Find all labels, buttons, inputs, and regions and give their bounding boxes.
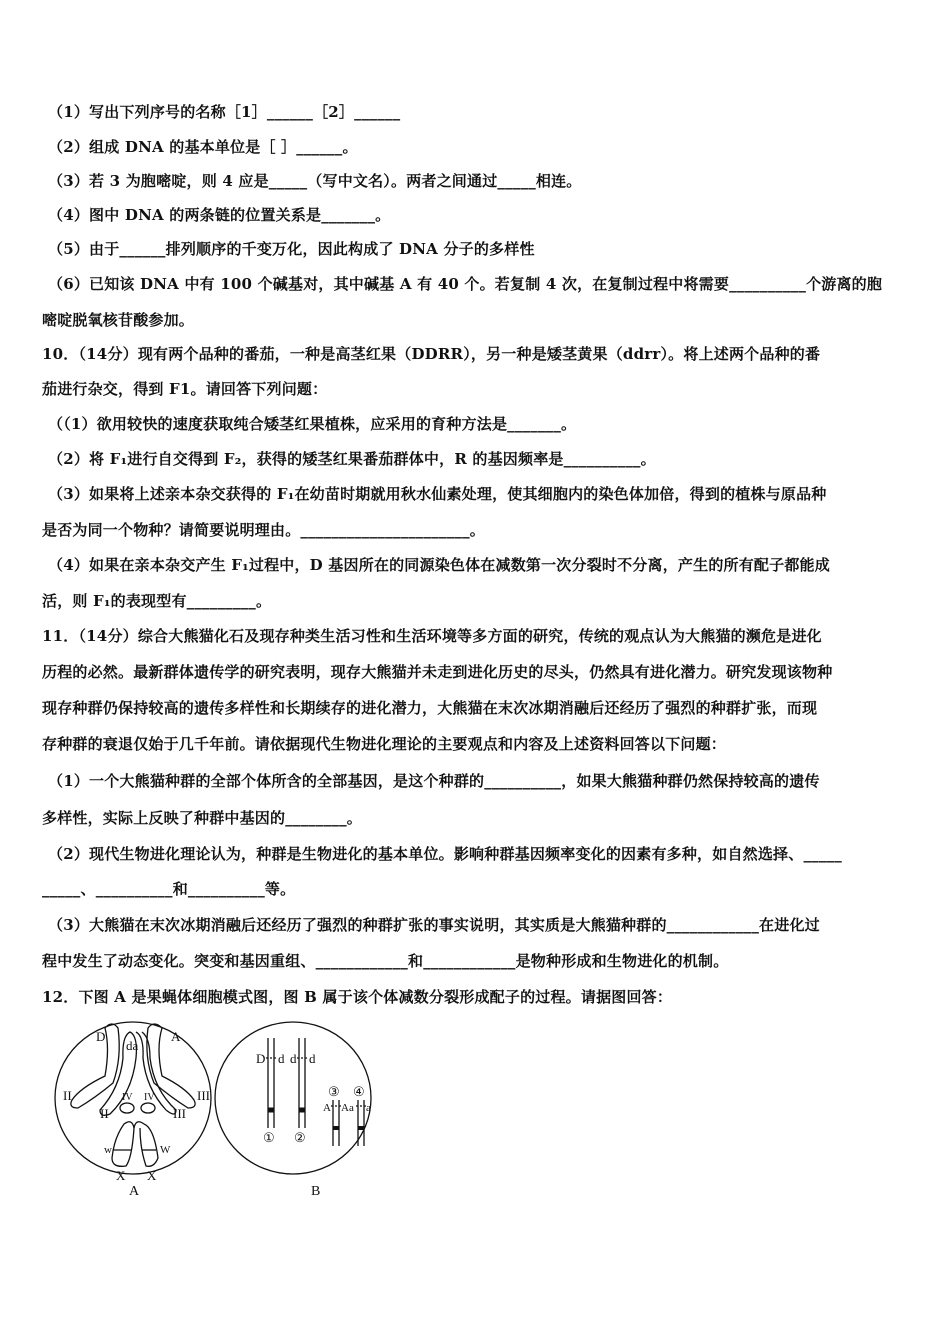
text-line: 多样性，实际上反映了种群中基因的________。 <box>42 809 363 827</box>
text-line: （3）如果将上述亲本杂交获得的 F₁在幼苗时期就用秋水仙素处理，使其细胞内的染色体加倍，得到的植株与原品种 <box>48 485 827 503</box>
text-line: 10．（14分）现有两个品种的番茄，一种是高茎红果（DDRR），另一种是矮茎黄果（ddrr）。将上述两个品种的番 <box>42 345 821 363</box>
label: d <box>278 1051 285 1066</box>
text-line: （1）一个大熊猫种群的全部个体所含的全部基因，是这个种群的__________，如果大熊猫种群仍然保持较高的遗传 <box>48 772 820 790</box>
text-line: 现存种群仍保持较高的遗传多样性和长期续存的进化潜力，大熊猫在末次冰期消融后还经历了强烈的种群扩张，而现 <box>42 699 818 717</box>
label: A <box>323 1102 331 1114</box>
label: Aa <box>341 1102 354 1114</box>
text-line: 活，则 F₁的表现型有_________。 <box>42 592 272 610</box>
figure-b-labels <box>256 1051 371 1198</box>
label: II <box>63 1088 72 1103</box>
label: ② <box>294 1130 306 1145</box>
text-line: （4）如果在亲本杂交产生 F₁过程中，D 基因所在的同源染色体在减数第一次分裂时不分离，产生的所有配子都能成 <box>48 556 830 574</box>
text-line: （2）现代生物进化理论认为，种群是生物进化的基本单位。影响种群基因频率变化的因素有多种，如自然选择、_____ <box>48 845 842 863</box>
label: X <box>147 1168 157 1183</box>
label: D <box>256 1051 266 1066</box>
label: X <box>116 1168 126 1183</box>
label: A <box>171 1029 181 1044</box>
label: w <box>104 1144 112 1156</box>
label: III <box>197 1088 210 1103</box>
label: IV <box>122 1092 133 1103</box>
label: W <box>160 1144 171 1156</box>
label: D <box>96 1029 106 1044</box>
text-line: 茄进行杂交，得到 F1。请回答下列问题： <box>42 380 328 398</box>
text-line: 嘧啶脱氧核苷酸参加。 <box>42 311 195 329</box>
text-line: 存种群的衰退仅始于几千年前。请依据现代生物进化理论的主要观点和内容及上述资料回答以下问题： <box>42 735 727 753</box>
text-line: 程中发生了动态变化。突变和基因重组、____________和____________是物种形成和生物进化的机制。 <box>42 952 729 970</box>
text-line: 12．下图 A 是果蝇体细胞模式图，图 B 属于该个体减数分裂形成配子的过程。请据图回答： <box>42 988 673 1006</box>
label: ① <box>263 1130 275 1145</box>
label: a <box>366 1102 371 1114</box>
label: III <box>173 1106 186 1121</box>
text-line: （3）大熊猫在末次冰期消融后还经历了强烈的种群扩张的事实说明，其实质是大熊猫种群的____________在进化过 <box>48 916 820 934</box>
figure-a-caption: A <box>129 1184 140 1198</box>
figure-b-cell <box>215 1022 371 1174</box>
text-line: （5）由于______排列顺序的千变万化，因此构成了 DNA 分子的多样性 <box>48 240 535 258</box>
label: da <box>126 1038 139 1053</box>
text-line: （4）图中 DNA 的两条链的位置关系是_______。 <box>48 206 391 224</box>
label: II <box>100 1106 109 1121</box>
text-line: （3）若 3 为胞嘧啶，则 4 应是_____（写中文名）。两者之间通过_____相连。 <box>48 172 582 190</box>
label: d <box>309 1051 316 1066</box>
label: ④ <box>353 1084 365 1099</box>
text-line: （1）写出下列序号的名称［1］______［2］______ <box>48 103 401 121</box>
text-line: 11．（14分）综合大熊猫化石及现存种类生活习性和生活环境等多方面的研究，传统的观点认为大熊猫的濒危是进化 <box>42 627 822 645</box>
text-line: （6）已知该 DNA 中有 100 个碱基对，其中碱基 A 有 40 个。若复制 4 次，在复制过程中将需要__________个游离的胞 <box>48 275 883 293</box>
label: ③ <box>328 1084 340 1099</box>
text-line: _____、__________和__________等。 <box>42 880 296 898</box>
label: IV <box>144 1092 155 1103</box>
text-line: 是否为同一个物种？请简要说明理由。______________________。 <box>42 521 486 539</box>
text-line: （2）将 F₁进行自交得到 F₂，获得的矮茎红果番茄群体中，R 的基因频率是__________。 <box>48 450 656 468</box>
figure-b-caption: B <box>311 1184 321 1198</box>
text-line: （（1）欲用较快的速度获取纯合矮茎红果植株，应采用的育种方法是_______。 <box>48 415 577 433</box>
text-line: （2）组成 DNA 的基本单位是［ ］______。 <box>48 138 358 156</box>
label: d <box>290 1051 297 1066</box>
text-line: 历程的必然。最新群体遗传学的研究表明，现存大熊猫并未走到进化历史的尽头，仍然具有进化潜力。研究发现该物种 <box>42 663 833 681</box>
fruit-fly-cell-figure <box>50 1018 380 1198</box>
